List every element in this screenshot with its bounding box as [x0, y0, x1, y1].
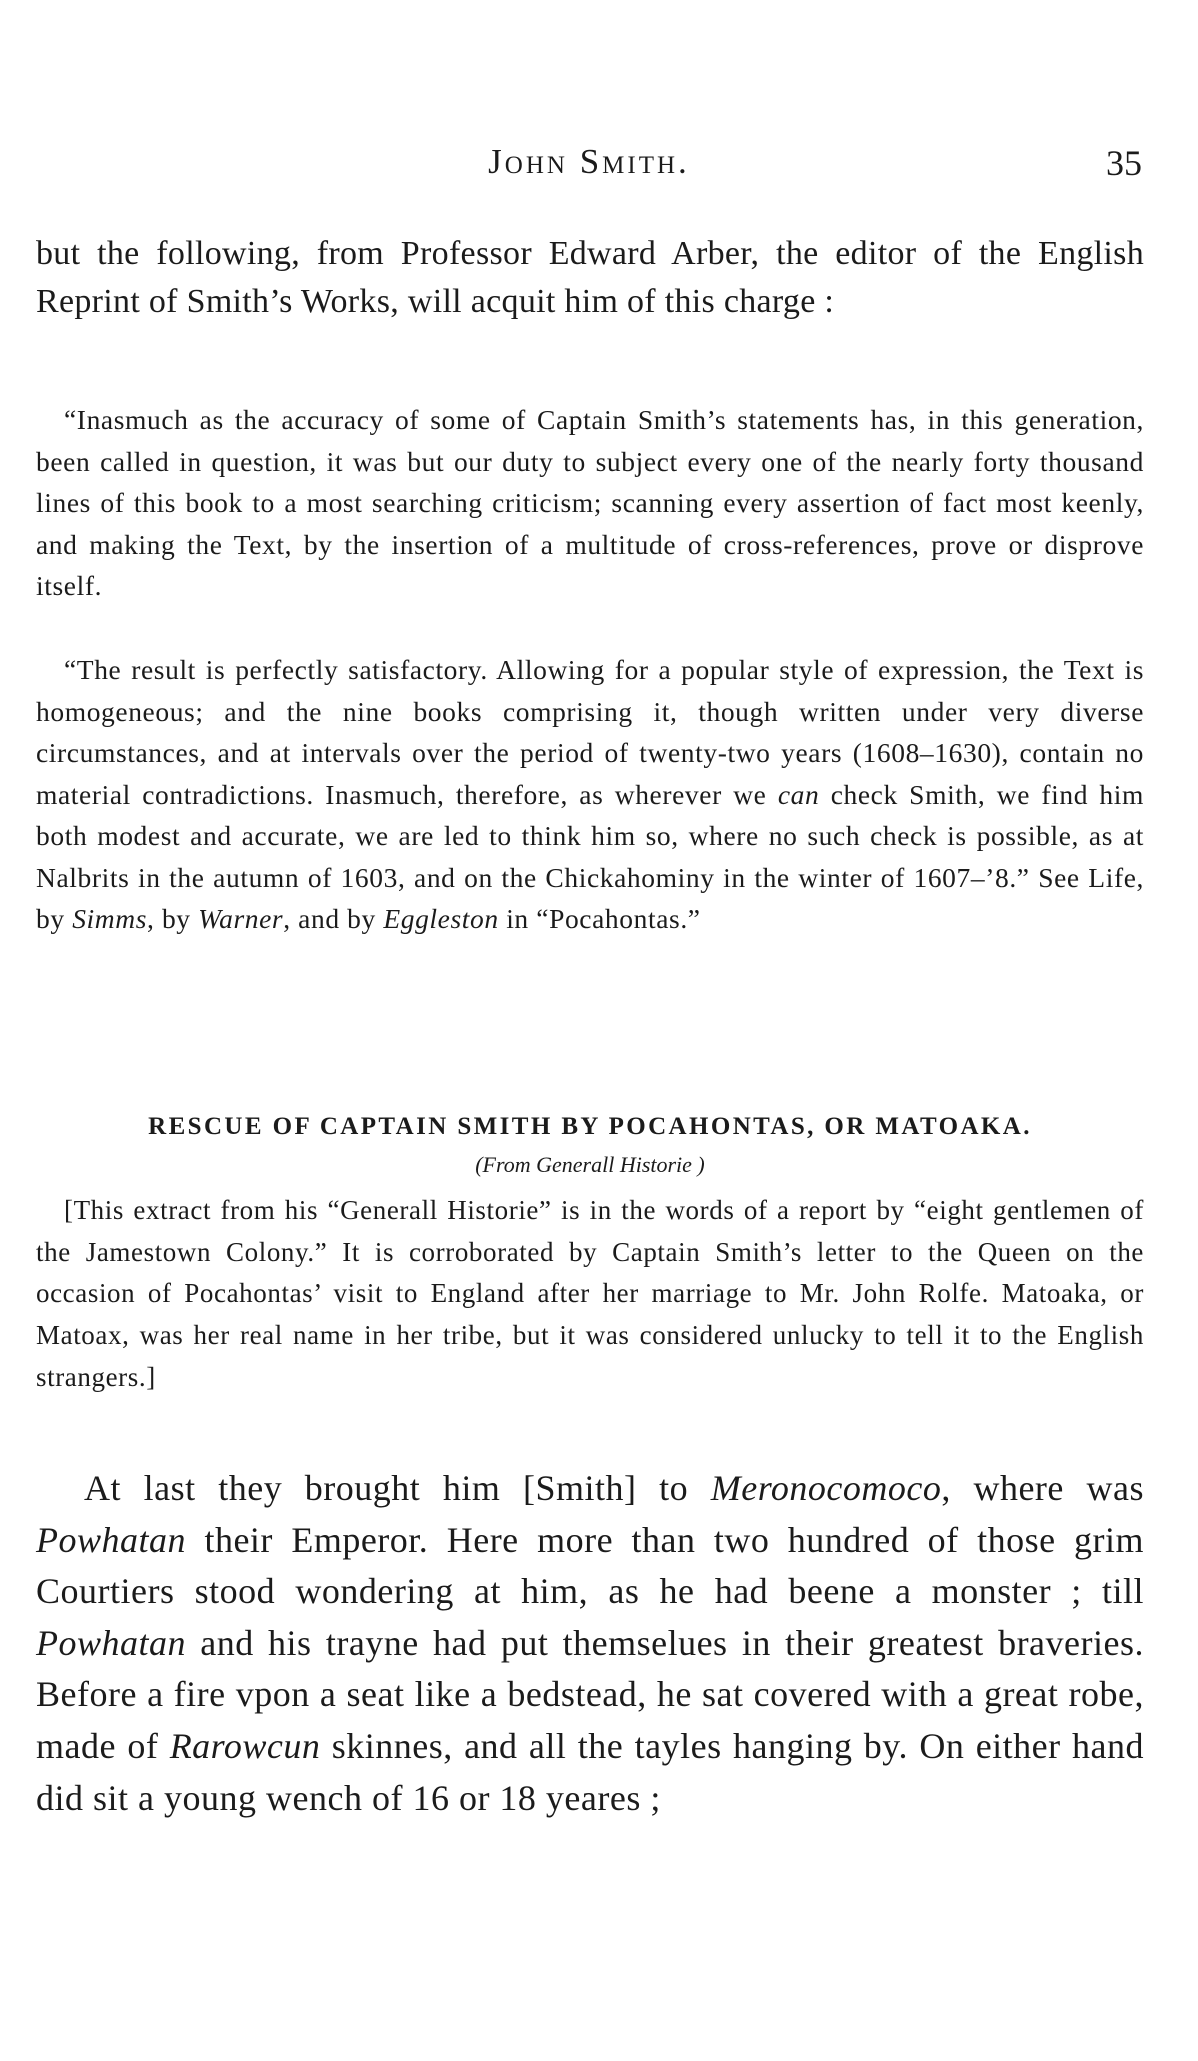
quote-text: check Smith, we find him both modest and accurate, we are led to think him so, where no such check is possible, as at Nalbrits in the autumn of 1603, and on the Chickahominy in the winter of 1607–’8.” See Life, by: [36, 778, 1144, 934]
author-simms: Simms: [72, 903, 147, 934]
quote-paragraph-2: [36, 649, 1144, 940]
quote-paragraph-1: “Inasmuch as the accuracy of some of Captain Smith’s statements has, in this generation, been called in question, it was but our duty to subject every one of the nearly forty thousand lines of this book to a most searching criticism; scanning every assertion of fact most keenly, and making the Text, by the insertion of a multitude of cross-references, prove or disprove itself.: [36, 404, 1144, 601]
running-title: John Smith.: [488, 142, 690, 181]
quote-text: in “Pocahontas.”: [498, 903, 701, 934]
emphasis-can: can: [777, 778, 820, 810]
narrative-text: , where was: [941, 1468, 1144, 1508]
narrative-paragraph: [36, 1463, 1144, 1824]
quote-text: “The result is perfectly satisfactory. Allowing for a popular style of expression, the Text is homogeneous; and the nine books comprising it, though written under very diverse circumstances, and at intervals over the period of twenty-two years (1608–1630), contain no material contradictions. Inasmuch, therefore, as wherever we: [36, 654, 1144, 810]
place-meronocomoco: Meronocomoco: [710, 1468, 942, 1508]
editorial-note: [This extract from his “Generall Historie” is in the words of a report by “eight gentlemen of the Jamestown Colony.” It is corroborated by Captain Smith’s letter to the Queen on the occasion of Pocahontas’ visit to England after her marriage to Mr. John Rolfe. Matoaka, or Matoax, was her real name in her tribe, but it was considered unlucky to tell it to the English strangers.]: [36, 1195, 1144, 1392]
section-source: (From Generall Historie ): [475, 1152, 705, 1177]
name-powhatan: Powhatan: [36, 1519, 187, 1560]
page-header: [36, 142, 1142, 192]
name-powhatan: Powhatan: [36, 1622, 187, 1663]
quote-text: , by: [147, 903, 199, 934]
narrative-text: At last they brought him [Smith] to: [84, 1468, 711, 1508]
page-number: 35: [1106, 143, 1142, 183]
intro-paragraph: but the following, from Professor Edward Arber, the editor of the English Reprint of Smith’s Works, will acquit him of this charge :: [36, 235, 1144, 320]
section-heading: RESCUE OF CAPTAIN SMITH BY POCAHONTAS, OR MATOAKA.: [148, 1113, 1032, 1140]
narrative-text: skinnes, and all the tayles hanging by. On either hand did sit a young wench of 16 or 18 yeares ;: [36, 1725, 1144, 1818]
author-eggleston: Eggleston: [383, 903, 499, 934]
author-warner: Warner: [198, 903, 284, 934]
term-rarowcun: Rarowcun: [169, 1725, 321, 1766]
quote-text: , and by: [283, 903, 384, 934]
narrative-text: and his trayne had put themselues in their greatest braveries. Before a fire vpon a seat like a bedstead, he sat covered with a great robe, made of: [36, 1622, 1144, 1766]
narrative-text: their Emperor. Here more than two hundred of those grim Courtiers stood wondering at him, as he had beene a monster ; till: [36, 1519, 1144, 1612]
